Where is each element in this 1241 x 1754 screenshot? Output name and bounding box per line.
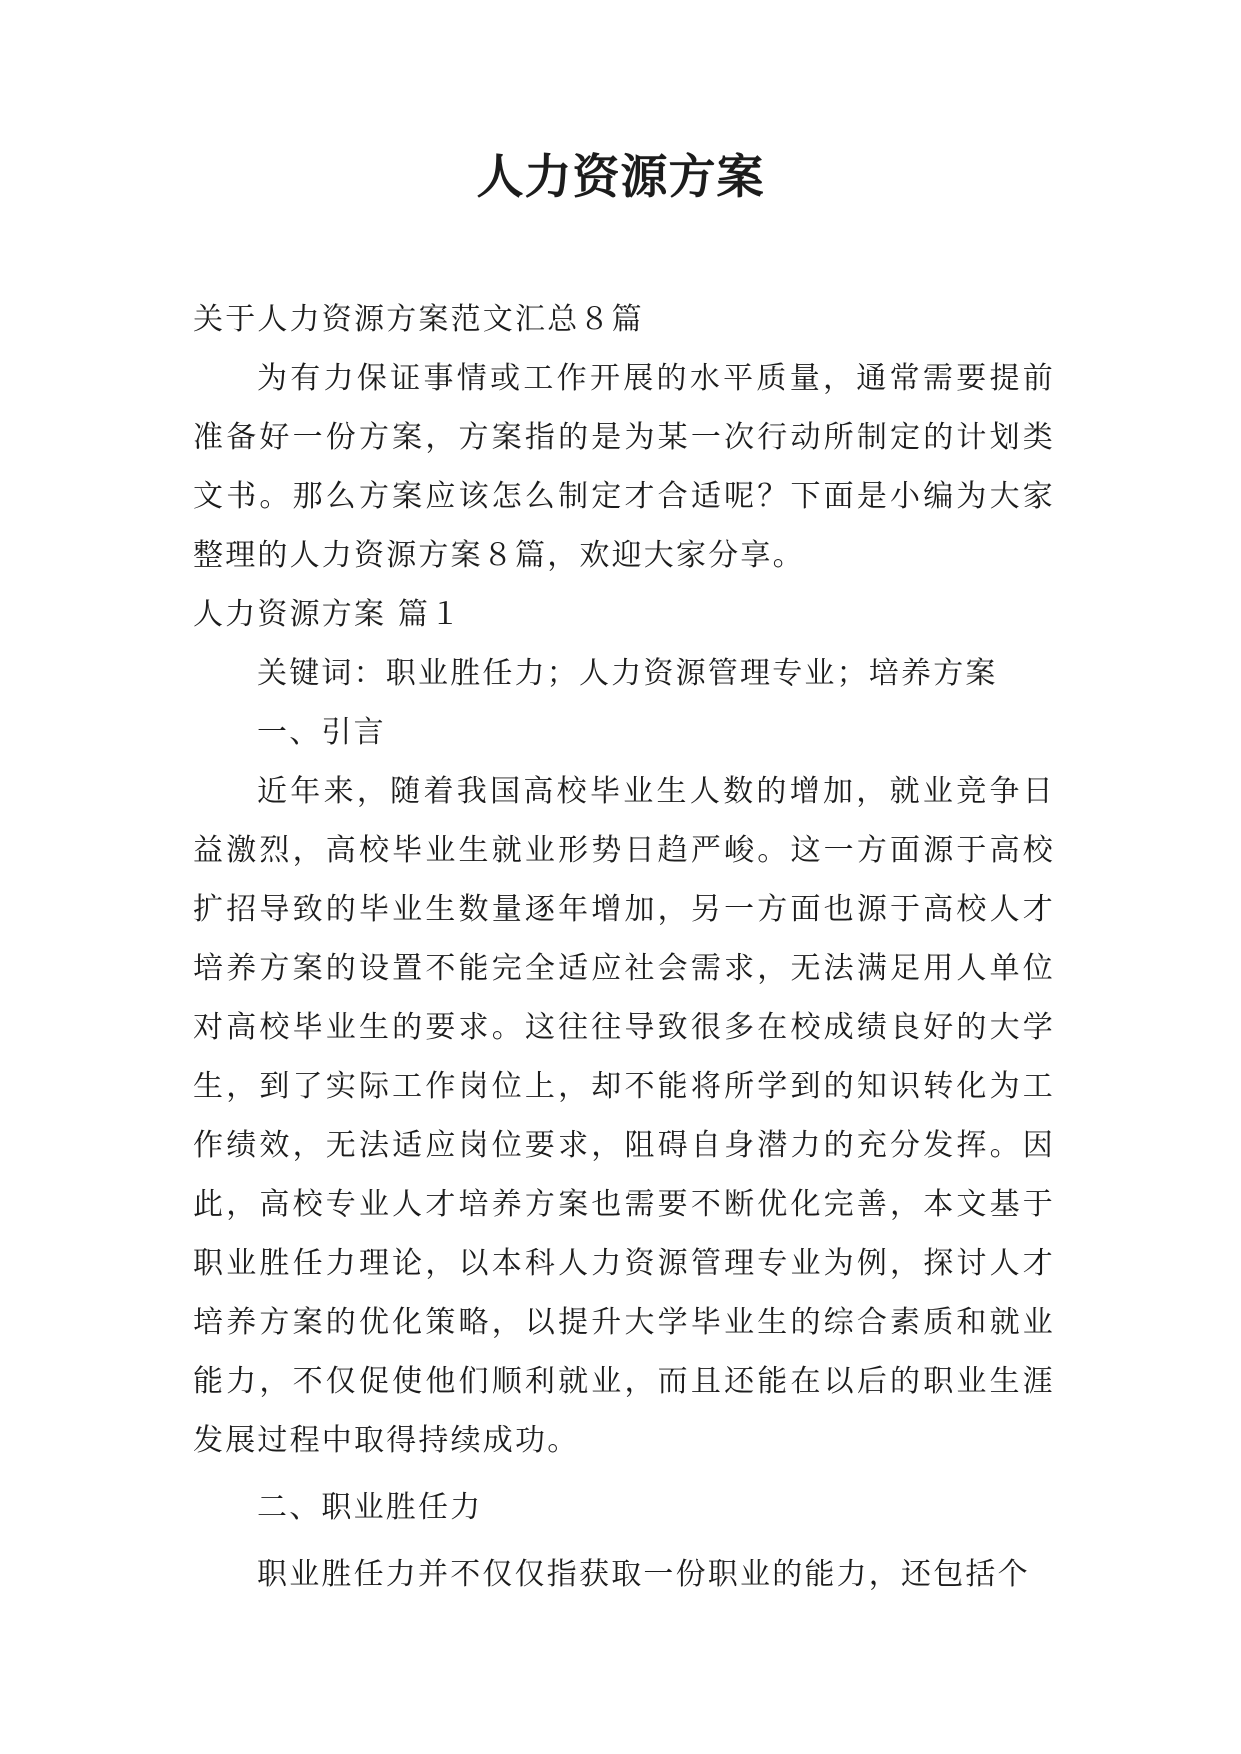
section-heading: 人力资源方案 篇１: [193, 597, 463, 632]
introduction-paragraph: 近年来，随着我国高校毕业生人数的增加，就业竞争日益激烈，高校毕业生就业形势日趋严峻。这一方面源于高校扩招导致的毕业生数量逐年增加，另一方面也源于高校人才培养方案的设置不能完全适应社会需求，无法满足用人单位对高校毕业生的要求。这往往导致很多在校成绩良好的大学生，到了实际工作岗位上，却不能将所学到的知识转化为工作绩效，无法适应岗位要求，阻碍自身潜力的充分发挥。因此，高校专业人才培养方案也需要不断优化完善，本文基于职业胜任力理论，以本科人力资源管理专业为例，探讨人才培养方案的优化策略，以提升大学毕业生的综合素质和就业能力，不仅促使他们顺利就业，而且还能在以后的职业生涯发展过程中取得持续成功。: [193, 774, 1055, 1458]
heading-competency: 二、职业胜任力: [257, 1490, 483, 1525]
document-subtitle: 关于人力资源方案范文汇总８篇: [193, 302, 644, 337]
paragraph-spacer: [193, 1537, 1055, 1545]
heading-introduction: 一、引言: [257, 715, 386, 750]
competency-paragraph: 职业胜任力并不仅仅指获取一份职业的能力，还包括个: [257, 1557, 1030, 1592]
paragraph-spacer: [193, 1470, 1055, 1478]
document-title: 人力资源方案: [476, 150, 765, 205]
intro-paragraph: 为有力保证事情或工作开展的水平质量，通常需要提前准备好一份方案，方案指的是为某一次行动所制定的计划类文书。那么方案应该怎么制定才合适呢？下面是小编为大家整理的人力资源方案８篇，欢迎大家分享。: [193, 361, 1055, 573]
keywords-line: 关键词：职业胜任力；人力资源管理专业；培养方案: [257, 656, 998, 691]
document-body: [193, 290, 1055, 1604]
